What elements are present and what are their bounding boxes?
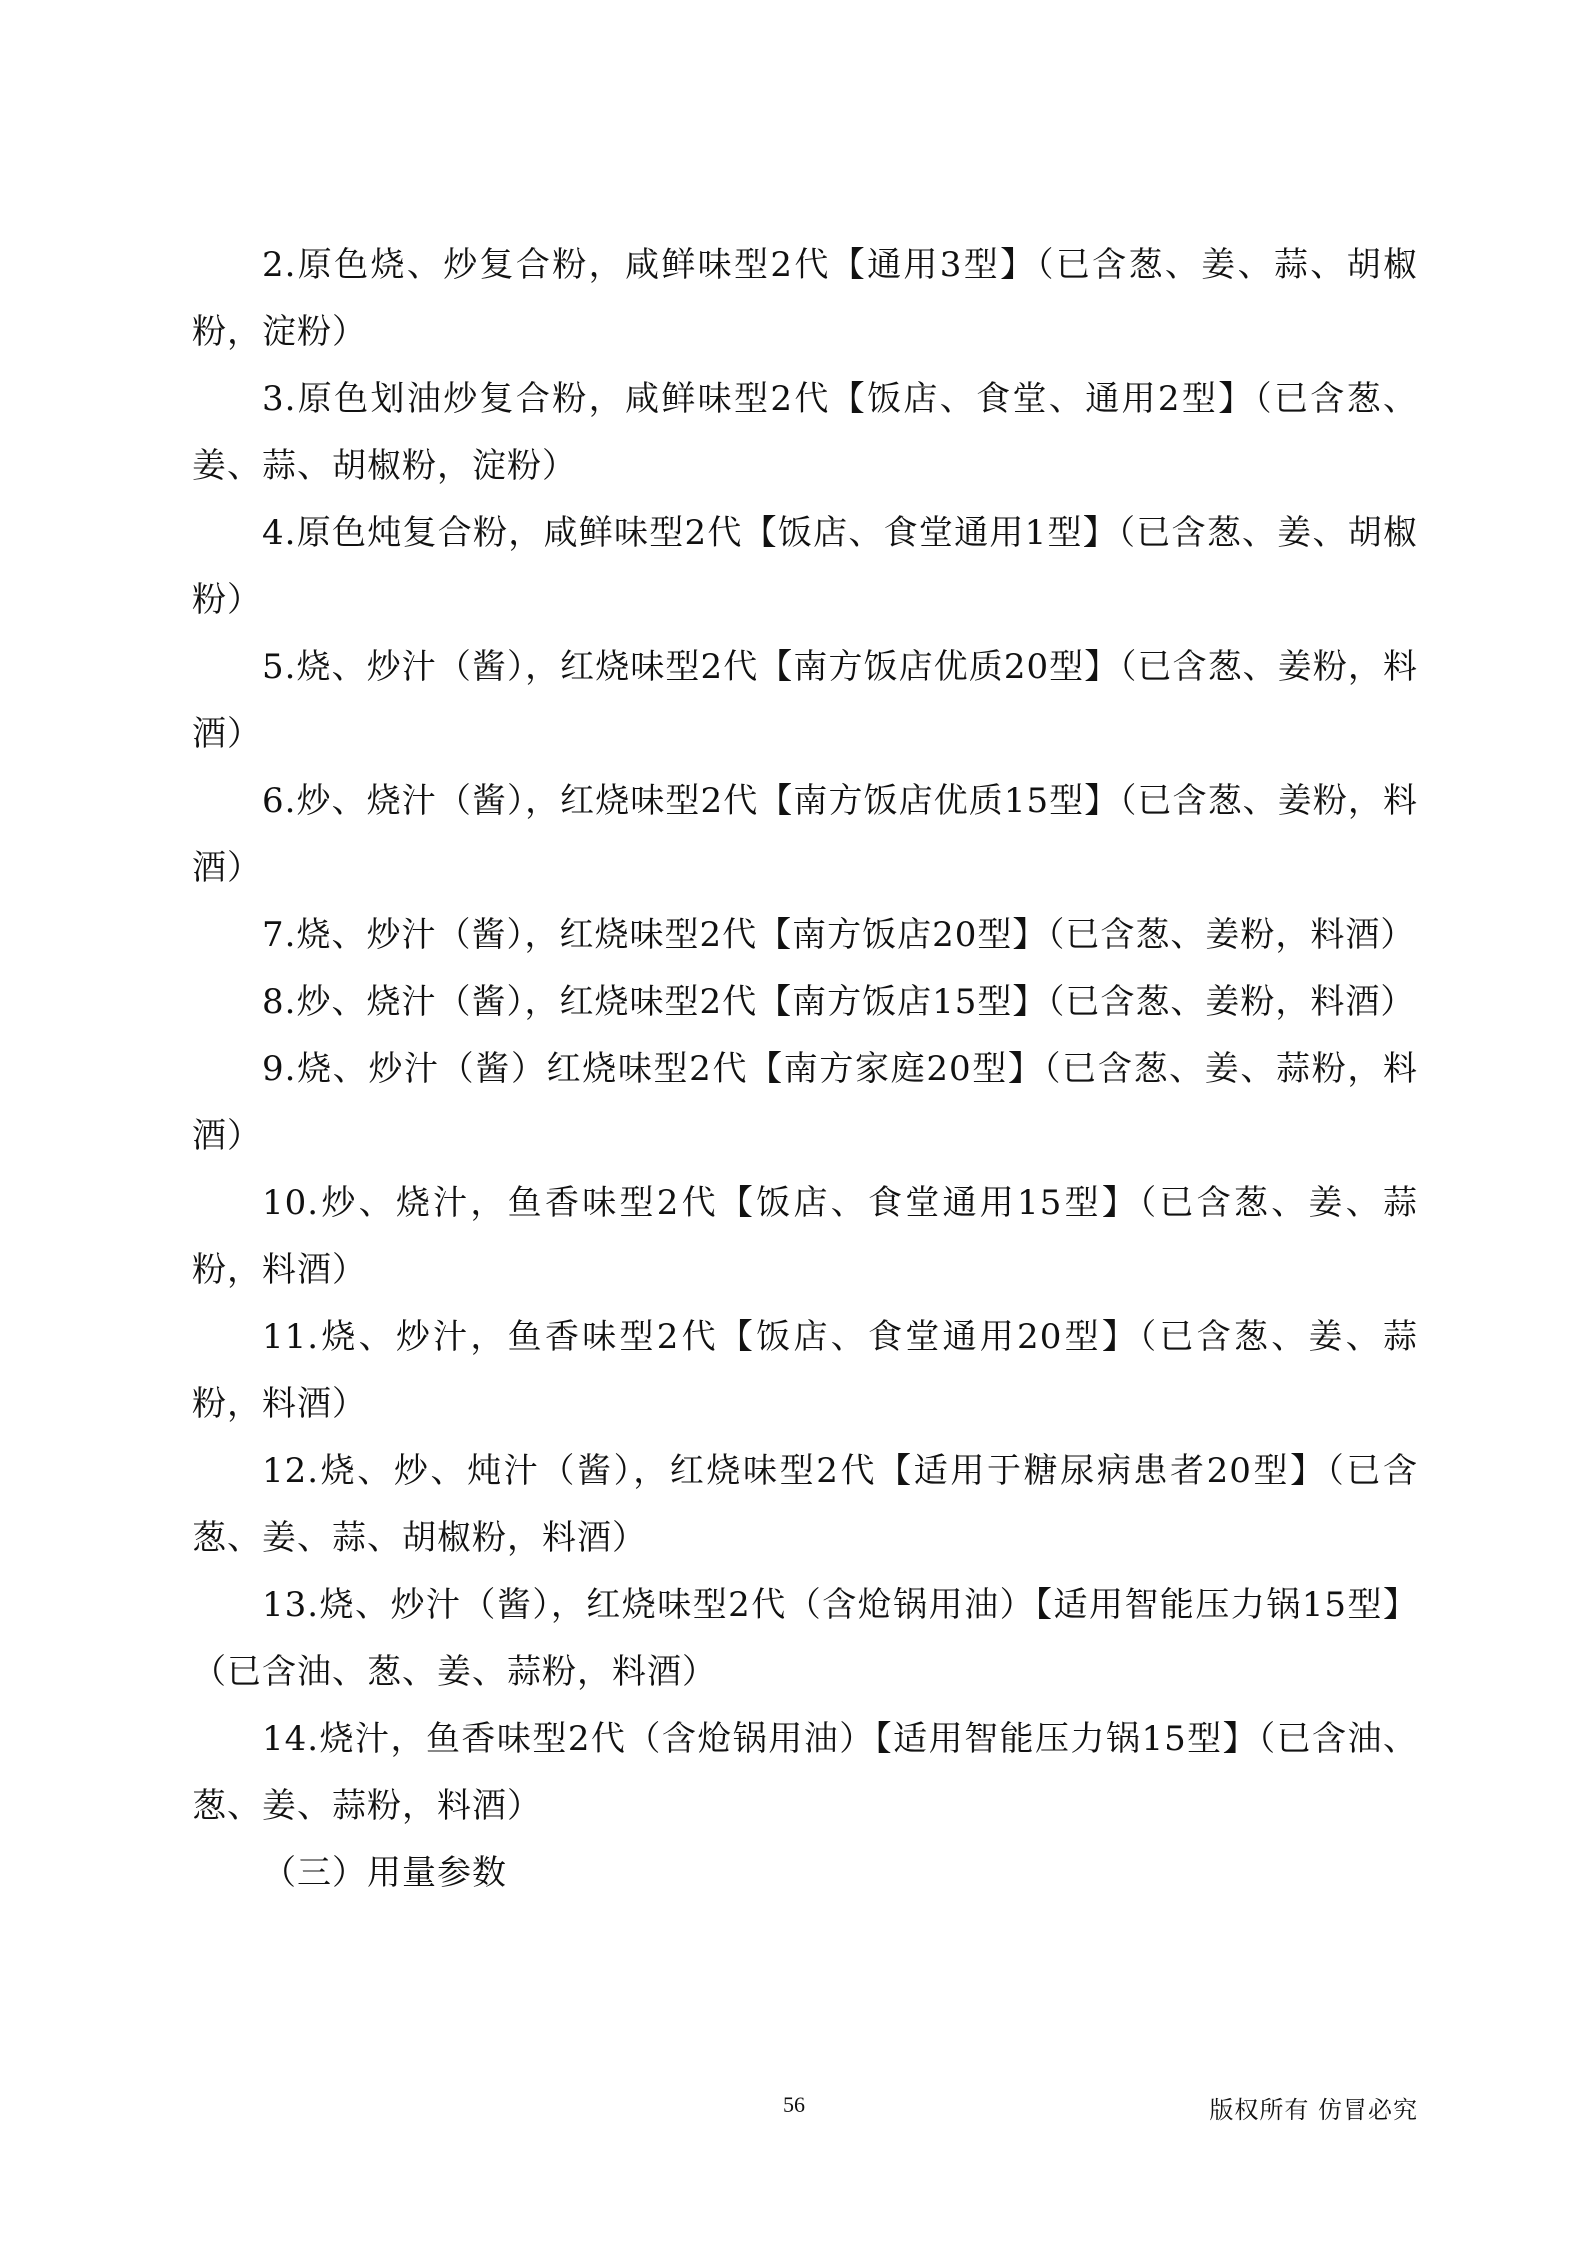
document-body (192, 232, 1418, 1907)
list-item: 10.炒、烧汁，鱼香味型2代【饭店、食堂通用15型】（已含葱、姜、蒜粉，料酒） (192, 1183, 1418, 1290)
list-item: 6.炒、烧汁（酱），红烧味型2代【南方饭店优质15型】（已含葱、姜粉，料酒） (192, 781, 1418, 888)
list-item: 13.烧、炒汁（酱），红烧味型2代（含炝锅用油）【适用智能压力锅15型】（已含油、葱、姜、蒜粉，料酒） (192, 1585, 1418, 1692)
list-item: 14.烧汁，鱼香味型2代（含炝锅用油）【适用智能压力锅15型】（已含油、葱、姜、蒜粉，料酒） (192, 1719, 1418, 1826)
list-item: 4.原色炖复合粉，咸鲜味型2代【饭店、食堂通用1型】（已含葱、姜、胡椒粉） (192, 513, 1418, 620)
list-item: 5.烧、炒汁（酱），红烧味型2代【南方饭店优质20型】（已含葱、姜粉，料酒） (192, 647, 1418, 754)
list-item: 3.原色划油炒复合粉，咸鲜味型2代【饭店、食堂、通用2型】（已含葱、姜、蒜、胡椒粉，淀粉） (192, 379, 1418, 486)
section-heading: （三）用量参数 (262, 1853, 507, 1893)
list-item: 8.炒、烧汁（酱），红烧味型2代【南方饭店15型】（已含葱、姜粉，料酒） (262, 982, 1416, 1022)
page-number: 56 (783, 2092, 805, 2117)
list-item: 12.烧、炒、炖汁（酱），红烧味型2代【适用于糖尿病患者20型】（已含葱、姜、蒜、胡椒粉，料酒） (192, 1451, 1418, 1558)
list-item: 11.烧、炒汁，鱼香味型2代【饭店、食堂通用20型】（已含葱、姜、蒜粉，料酒） (192, 1317, 1418, 1424)
list-item: 9.烧、炒汁（酱）红烧味型2代【南方家庭20型】（已含葱、姜、蒜粉，料酒） (192, 1049, 1418, 1156)
list-item: 2.原色烧、炒复合粉，咸鲜味型2代【通用3型】（已含葱、姜、蒜、胡椒粉，淀粉） (192, 245, 1418, 352)
list-item: 7.烧、炒汁（酱），红烧味型2代【南方饭店20型】（已含葱、姜粉，料酒） (262, 915, 1416, 955)
copyright-notice: 版权所有 仿冒必究 (1209, 2096, 1418, 2124)
